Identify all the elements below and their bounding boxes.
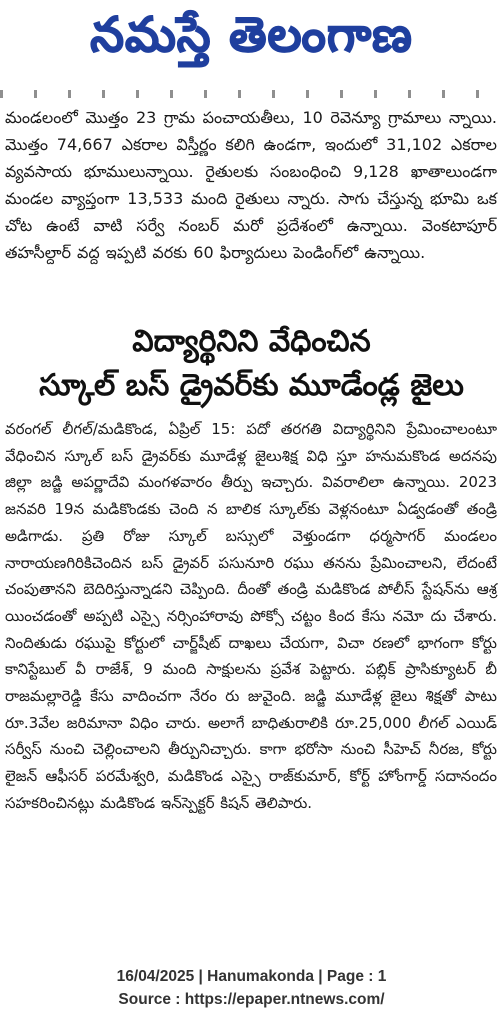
article-continuation-text: మండలంలో మొత్తం 23 గ్రామ పంచాయతీలు, 10 రెవెన్యూ గ్రామాలు న్నాయి. మొత్తం 74,667 ఎకరాల విస్తీర్ణం కలిగి ఉండగా, ఇందులో 31,102 ఎకరాల వ్యవసాయ భూములున్నాయి. రైతులకు సంబంధించి 9,128 ఖాతాలుండగా మండల వ్యాప్తంగా 13,533 మంది రైతులు న్నారు. సాగు చేస్తున్న భూమి ఒక చోట ఉంటే వాటి సర్వే నంబర్ మరో ప్రదేశంలో ఉన్నాయి. వెంకటాపూర్ తహసీల్దార్ వద్ద ఇప్పటి వరకు 60 ఫిర్యాదులు పెండింగ్‌లో ఉన్నాయి. — [5, 108, 497, 262]
masthead-title: నమస్తే తెలంగాణ — [90, 7, 413, 63]
newspaper-masthead — [0, 0, 503, 82]
page-footer — [0, 965, 503, 1011]
headline-line-2: స్కూల్ బస్ డ్రైవర్‌కు మూడేండ్ల జైలు — [39, 368, 464, 403]
article-headline — [0, 320, 503, 408]
headline-line-1: విద్యార్థినిని వేధించిన — [132, 324, 371, 359]
clipped-previous-line — [0, 90, 503, 98]
footer-dateline: 16/04/2025 | Hanumakonda | Page : 1 — [116, 968, 387, 985]
article-continuation — [5, 104, 497, 266]
article-body — [5, 416, 497, 817]
article-body-text: వరంగల్ లీగల్/మడికొండ, ఏప్రిల్ 15: పదో తరగతి విద్యార్థినిని ప్రేమించాలంటూ వేధించిన స్కూల్ బస్ డ్రైవర్‌కు మూడేళ్ల జైలుశిక్ష విధి స్తూ హనుమకొండ అదనపు జిల్లా జడ్జి అపర్ణాదేవి మంగళవారం తీర్పు ఇచ్చారు. వివరాలిలా ఉన్నాయి. 2023 జనవరి 19న మడికొండకు చెంది న బాలిక స్కూల్‌కు వెళ్లనంటూ ఏడ్వడంతో తండ్రి అడిగాడు. ప్రతి రోజు స్కూల్ బస్సులో వెళ్తుండగా ధర్మసాగర్ మండలం నారాయణగిరికిచెందిన బస్ డ్రైవర్ పసునూరి రఘు తనను ప్రేమించాలని, లేదంటే చంపుతానని బెదిరిస్తున్నాడని చెప్పింది. దీంతో తండ్రి మడికొండ పోలీస్ స్టేషన్‌ను ఆశ్ర యించడంతో అప్పటి ఎస్సై నర్సింహారావు పోక్సో చట్టం కింద కేసు నమో దు చేశారు. నిందితుడు రఘుపై కోర్టులో చార్జ్‌షీట్ దాఖలు చేయగా, విచా రణలో భాగంగా కోర్టు కానిస్టేబుల్ వీ రాజేశ్, 9 మంది సాక్షులను ప్రవేశ పెట్టారు. పబ్లిక్ ప్రాసిక్యూటర్ బీ రాజమల్లారెడ్డి కేసు వాదించగా నేరం రు జువైంది. జడ్జి మూడేళ్ల జైలు శిక్షతో పాటు రూ.3వేల జరిమానా విధిం చారు. అలాగే బాధితురాలికి రూ.25,000 లీగల్ ఎయిడ్ సర్వీస్ నుంచి చెల్లించాలని తీర్పునిచ్చారు. కాగా భరోసా నుంచి సీహెచ్ నీరజ, కోర్టు లైజన్ ఆఫీసర్ పరమేశ్వరి, మడికొండ ఎస్సై రాజ్‌కుమార్, కోర్ట్ హోంగార్డ్ సదానందం సహకరించినట్లు మడికొండ ఇన్‌స్పెక్టర్ కిషన్ తెలిపారు. — [5, 420, 497, 812]
footer-source: Source : https://epaper.ntnews.com/ — [118, 991, 385, 1008]
